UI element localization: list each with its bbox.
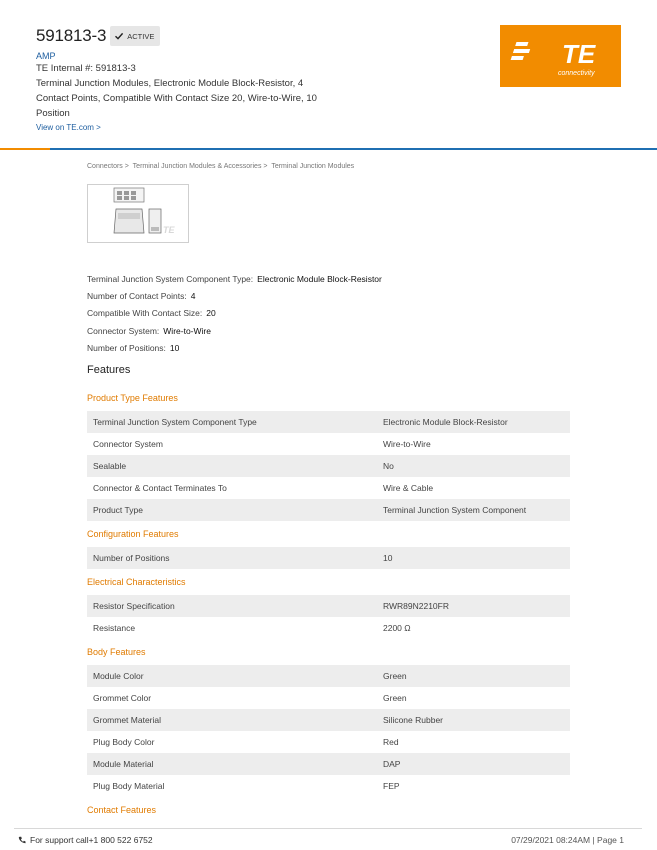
breadcrumb-item[interactable]: Terminal Junction Modules [271, 163, 355, 170]
brand-link[interactable]: AMP [36, 51, 56, 61]
breadcrumb-item[interactable]: Terminal Junction Modules & Accessories > [132, 163, 268, 170]
support-phone[interactable]: For support call+1 800 522 6752 [30, 835, 153, 845]
spec-line: Number of Contact Points: 4 [87, 291, 196, 302]
spec-line: Number of Positions: 10 [87, 342, 180, 353]
spec-summary [87, 272, 382, 358]
table-row [87, 665, 570, 687]
row-label: Resistor Specification [93, 601, 175, 611]
description-line: Position [36, 108, 70, 119]
table-row [87, 477, 570, 499]
row-label: Connector & Contact Terminates To [93, 483, 227, 493]
row-label: Module Material [93, 759, 154, 769]
row-value: Electronic Module Block-Resistor [383, 417, 508, 427]
status-text: ACTIVE [127, 31, 155, 41]
table-row [87, 753, 570, 775]
feature-group-title: Body Features [87, 647, 146, 657]
row-label: Grommet Material [93, 715, 162, 725]
breadcrumb [87, 163, 356, 170]
row-label: Sealable [93, 461, 127, 471]
table-row [87, 499, 570, 521]
row-value: Green [383, 693, 407, 703]
part-number: 591813-3 [36, 26, 107, 45]
row-label: Grommet Color [93, 693, 152, 703]
table-row [87, 731, 570, 753]
row-value: 2200 Ω [383, 623, 411, 633]
row-value: Wire-to-Wire [383, 439, 431, 449]
row-label: Terminal Junction System Component Type [93, 417, 257, 427]
support-info [18, 835, 153, 845]
table-row [87, 775, 570, 797]
feature-tables [87, 391, 570, 823]
row-label: Connector System [93, 439, 163, 449]
table-row [87, 617, 570, 639]
header-divider [0, 148, 657, 150]
table-row [87, 709, 570, 731]
feature-group-title: Configuration Features [87, 529, 179, 539]
header-divider-accent [0, 148, 50, 150]
te-logo-graphic [500, 25, 621, 87]
table-row [87, 433, 570, 455]
feature-group-title: Contact Features [87, 805, 157, 815]
description-line: Contact Points, Compatible With Contact Size 20, Wire-to-Wire, 10 [36, 93, 317, 104]
row-label: Number of Positions [93, 553, 170, 563]
row-value: Green [383, 671, 407, 681]
row-value: DAP [383, 759, 401, 769]
table-row [87, 595, 570, 617]
description-line: Terminal Junction Modules, Electronic Module Block-Resistor, 4 [36, 78, 304, 89]
row-label: Product Type [93, 505, 143, 515]
row-value: 10 [383, 553, 393, 563]
features-heading: Features [87, 364, 131, 376]
internal-number: TE Internal #: 591813-3 [36, 63, 136, 74]
table-row [87, 687, 570, 709]
table-row [87, 455, 570, 477]
logo-text: TE [562, 39, 596, 69]
phone-icon [18, 836, 26, 844]
row-label: Module Color [93, 671, 144, 681]
row-label: Plug Body Color [93, 737, 155, 747]
row-label: Plug Body Material [93, 781, 165, 791]
spec-line: Terminal Junction System Component Type: Electronic Module Block-Resistor [87, 274, 382, 284]
check-icon [114, 31, 124, 41]
product-header [36, 26, 496, 132]
row-value: Wire & Cable [383, 483, 434, 493]
row-value: RWR89N2210FR [383, 601, 449, 611]
table-row [87, 547, 570, 569]
table-row [87, 411, 570, 433]
te-logo [500, 25, 621, 87]
row-value: FEP [383, 781, 400, 791]
timestamp-page: 07/29/2021 08:24AM | Page 1 [511, 835, 624, 845]
feature-group-title: Electrical Characteristics [87, 577, 186, 587]
status-badge [110, 26, 160, 46]
footer-divider [14, 828, 642, 829]
feature-group-title: Product Type Features [87, 393, 178, 403]
svg-text:TE: TE [163, 225, 175, 235]
product-image [88, 185, 188, 242]
row-value: Red [383, 737, 399, 747]
product-thumbnail[interactable] [87, 184, 189, 243]
breadcrumb-item[interactable]: Connectors > [87, 163, 129, 170]
view-on-te-link[interactable]: View on TE.com > [36, 123, 101, 132]
logo-tagline: connectivity [558, 70, 595, 77]
row-value: No [383, 461, 394, 471]
row-label: Resistance [93, 623, 136, 633]
spec-line: Compatible With Contact Size: 20 [87, 308, 216, 319]
spec-line: Connector System: Wire-to-Wire [87, 325, 211, 336]
row-value: Silicone Rubber [383, 715, 444, 725]
row-value: Terminal Junction System Component [383, 505, 527, 515]
